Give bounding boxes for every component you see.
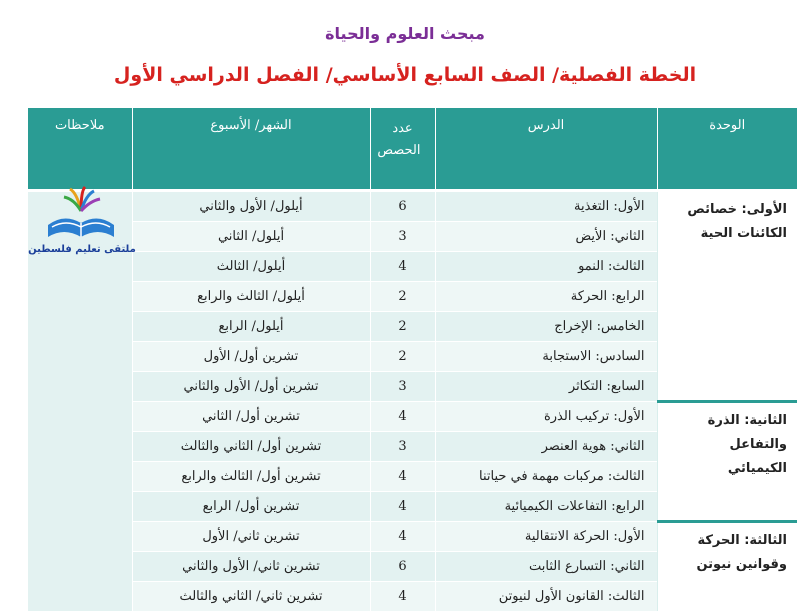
- count-cell: 4: [370, 582, 435, 612]
- lesson-cell: الثالث: القانون الأول لنيوتن: [435, 582, 657, 612]
- header-month: الشهر/ الأسبوع: [132, 108, 370, 191]
- logo-text: ملتقى تعليم فلسطين: [28, 244, 136, 255]
- lesson-cell: الأول: التغذية: [435, 191, 657, 222]
- lesson-cell: الخامس: الإخراج: [435, 312, 657, 342]
- count-cell: 4: [370, 522, 435, 552]
- lesson-cell: الأول: الحركة الانتقالية: [435, 522, 657, 552]
- lesson-cell: السادس: الاستجابة: [435, 342, 657, 372]
- lesson-cell: الثاني: الأيض: [435, 222, 657, 252]
- count-cell: 2: [370, 312, 435, 342]
- unit-cell: الثانية: الذرة والتفاعل الكيميائي: [657, 402, 797, 522]
- month-cell: أيلول/ الثالث والرابع: [132, 282, 370, 312]
- header-lesson: الدرس: [435, 108, 657, 191]
- month-cell: أيلول/ الرابع: [132, 312, 370, 342]
- count-cell: 4: [370, 462, 435, 492]
- unit-cell: الأولى: خصائص الكائنات الحية: [657, 191, 797, 402]
- lesson-cell: الثالث: النمو: [435, 252, 657, 282]
- lesson-cell: الرابع: التفاعلات الكيميائية: [435, 492, 657, 522]
- count-cell: 6: [370, 552, 435, 582]
- month-cell: أيلول/ الثاني: [132, 222, 370, 252]
- header-unit: الوحدة: [657, 108, 797, 191]
- unit-cell: الثالثة: الحركة وقوانين نيوتن: [657, 522, 797, 612]
- month-cell: تشرين أول/ الأول: [132, 342, 370, 372]
- count-cell: 4: [370, 402, 435, 432]
- lesson-cell: الثاني: التسارع الثابت: [435, 552, 657, 582]
- table-row: [28, 522, 797, 552]
- lesson-cell: الأول: تركيب الذرة: [435, 402, 657, 432]
- count-cell: 4: [370, 492, 435, 522]
- table-row: [28, 191, 797, 222]
- month-cell: تشرين ثاني/ الثاني والثالث: [132, 582, 370, 612]
- lesson-cell: الرابع: الحركة: [435, 282, 657, 312]
- lesson-cell: الثالث: مركبات مهمة في حياتنا: [435, 462, 657, 492]
- month-cell: أيلول/ الأول والثاني: [132, 191, 370, 222]
- month-cell: تشرين أول/ الأول والثاني: [132, 372, 370, 402]
- count-cell: 4: [370, 252, 435, 282]
- plan-table: [28, 108, 797, 612]
- count-cell: 3: [370, 432, 435, 462]
- month-cell: تشرين ثاني/ الأول والثاني: [132, 552, 370, 582]
- month-cell: تشرين أول/ الرابع: [132, 492, 370, 522]
- count-cell: 3: [370, 372, 435, 402]
- count-cell: 3: [370, 222, 435, 252]
- count-cell: 6: [370, 191, 435, 222]
- count-cell: 2: [370, 342, 435, 372]
- month-cell: تشرين أول/ الثاني والثالث: [132, 432, 370, 462]
- page-title: مبحث العلوم والحياة: [325, 24, 485, 43]
- table-row: [28, 402, 797, 432]
- header-count: عدد الحصص: [370, 108, 435, 191]
- month-cell: تشرين أول/ الثاني: [132, 402, 370, 432]
- header-notes: ملاحظات: [28, 108, 132, 191]
- month-cell: تشرين أول/ الثالث والرابع: [132, 462, 370, 492]
- count-cell: 2: [370, 282, 435, 312]
- table-header-row: [28, 108, 797, 191]
- lesson-cell: السابع: التكاثر: [435, 372, 657, 402]
- page-subtitle: الخطة الفصلية/ الصف السابع الأساسي/ الفصل الدراسي الأول: [113, 64, 697, 86]
- lesson-cell: الثاني: هوية العنصر: [435, 432, 657, 462]
- month-cell: أيلول/ الثالث: [132, 252, 370, 282]
- month-cell: تشرين ثاني/ الأول: [132, 522, 370, 552]
